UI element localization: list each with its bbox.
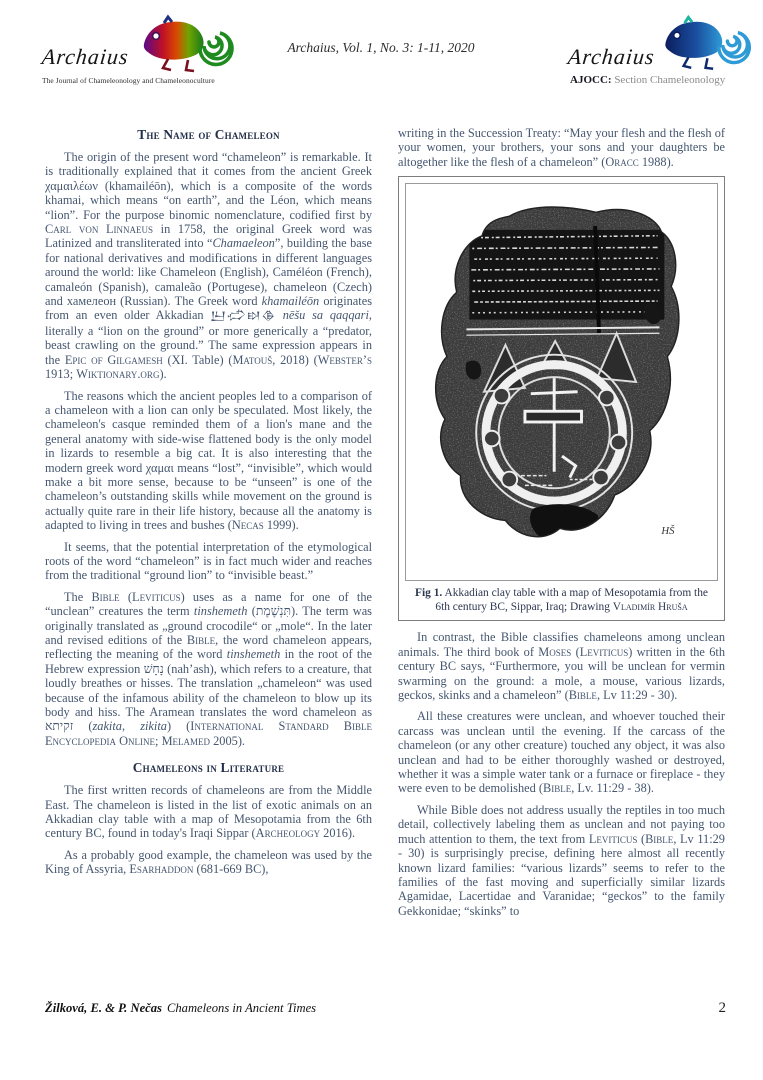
footer-authors: Žilková, E. & P. Nečas: [45, 1001, 162, 1015]
section-brand-name: Archaius: [566, 44, 656, 69]
paragraph: In contrast, the Bible classifies chameleons among unclean animals. The third book of Moses (Leviticus) written in the 6th century BC says, “Furthermore, you will be unclean for vermin swarming on the ground: a mole, a mouse, various lizards, geckos, skinks and a chameleon” (Bible, Lv 11:29 - 30).: [398, 630, 725, 703]
section-logo-right: [568, 14, 748, 92]
figure-1: [398, 176, 725, 621]
two-column-body: [45, 126, 726, 925]
paragraph: The first written records of chameleons are from the Middle East. The chameleon is listed in the list of exotic animals on an Akkadian clay table with a map of Mesopotamia from the 6th century BC, found in today's Iraqi Sippar (Archeology 2016).: [45, 783, 372, 841]
figure-caption: Fig 1. Akkadian clay table with a map of Mesopotamia from the 6th century BC, Sippar, Iraq; Drawing Vladimír Hruša: [415, 587, 708, 613]
journal-tagline: The Journal of Chameleonology and Chameleonoculture: [42, 76, 215, 85]
paragraph: The reasons which the ancient peoples led to a comparison of a chameleon with a lion can only be speculated. Most likely, the chameleon's casque reminded them of a lion's mane and the general anatomy with side-wise flattened body is the only model in lizards to resemble a big cat. It is also interesting that the modern greek word χαμαι means “lost”, “invisible”, which would make a bit more sense, because to be “unseen” is one of the chameleon’s outstanding skills while movement on the ground is actually quite rare in their life history, because all the anatomy is adapted to living in trees and bushes (Necas 1999).: [45, 388, 372, 533]
paragraph: The origin of the present word “chameleon” is remarkable. It is traditionally explained that it comes from the ancient Greek χαμαιλέων (khamailéōn), which is a composite of the words khamai, which means “on earth”, and the Léon, which means “lion”. For the purpose binomic nomenclature, codified first by Carl von Linnaeus in 1758, the original Greek word was Latinized and transliterated into “Chamaeleon”, building the base for national derivatives and modifications in different languages around the world: like Chameleon (English), Caméléon (French), camaleón (Spanish), camaleão (Portugese), chameleon (Czech) and хамелеон (Russian). The Greek word khamailéōn originates from an even older Akkadian 𒌨𒈤𒊭𒆠 nēšu sa qaqqari, literally a “lion on the ground” or more generically a “predator, beast crawling on the ground.” The same expression appears in the Epic of Gilgamesh (XI. Table) (Matouš, 2018) (Webster’s 1913; Wiktionary.org).: [45, 150, 373, 382]
section-heading-name-of-chameleon: The Name of Chameleon: [137, 127, 280, 142]
paragraph: It seems, that the potential interpretation of the etymological roots of the word “chameleon” is in fact much wider and reaches from the traditional “ground lion” to “invisible beast.”: [45, 539, 372, 583]
page-number: 2: [718, 1000, 726, 1016]
journal-brand-name: Archaius: [40, 44, 130, 69]
journal-citation-line: Archaius, Vol. 1, No. 3: 1-11, 2020: [287, 40, 475, 55]
column-left: [45, 126, 372, 925]
page-footer: [45, 1000, 726, 1017]
journal-logo-left: [42, 14, 237, 92]
footer-running-title: Chameleons in Ancient Times: [166, 1001, 317, 1015]
paragraph: As a probably good example, the chameleon was used by the King of Assyria, Esarhaddon (681-669 BC),: [45, 847, 372, 877]
org-abbrev: AJOCC:: [570, 74, 612, 86]
artist-signature: HŠ: [660, 525, 675, 538]
paragraph: While Bible does not address usually the reptiles in too much detail, collectively labeling them as unclean and not paying too much attention to them, the text from Leviticus (Bible, Lv 11:29 - 30) is surprisingly precise, defining here almost all recently known lizard families: “various lizards” seems to refer to the families of the fast moving and superficially similar lizards Agamidae, Lacertidae and Varanidae; “geckos” to the family Gekkonidae; “skinks” to: [398, 802, 725, 918]
column-right: [398, 126, 725, 925]
chameleon-rainbow-icon: [134, 14, 239, 76]
paragraph: writing in the Succession Treaty: “May your flesh and the flesh of your women, your brothers, your sons and your daughters be altogether like the flesh of a chameleon” (Oracc 1988).: [398, 126, 725, 169]
page-header: [0, 0, 763, 110]
babylonian-map-tablet-illustration: [412, 187, 712, 577]
section-org-line: [570, 74, 760, 86]
paragraph: The Bible (Leviticus) uses as a name for one of the “unclean” creatures the term tinshemeth (תִּנְשֶׁמֶת). The term was originally translated as „ground crocodile“ or „mole“. In the later and revised editions of the Bible, the word chameleon appears, reflecting the meaning of the word tinshemeth in the root of the Hebrew expression נָחָשׁ (nah’ash), which refers to a creature, that loudly breathes or hisses. The translation „chameleon“ was used because of the infamous ability of the chameleon to blow up its body and hiss. The Aramean translates the word chameleon as זקיתא (zakita, zikita) (International Standard Bible Encyclopedia Online; Melamed 2005).: [45, 589, 373, 748]
section-heading-chameleons-in-literature: Chameleons in Literature: [132, 760, 285, 776]
chameleon-blue-icon: [656, 14, 756, 74]
paragraph: All these creatures were unclean, and whoever touched their carcass was unclean until the evening. If the carcass of the chameleon (or any other creature) touched any object, it was also unclean and had to be either thoroughly washed or destroyed, whether it was a simple water tank or a furnace or fireplace - they were even to be demolished (Bible, Lv. 11:29 - 38).: [398, 709, 725, 796]
org-section-name: Section Chameleonology: [611, 74, 726, 86]
clay-tablet-drawing: [405, 183, 718, 581]
